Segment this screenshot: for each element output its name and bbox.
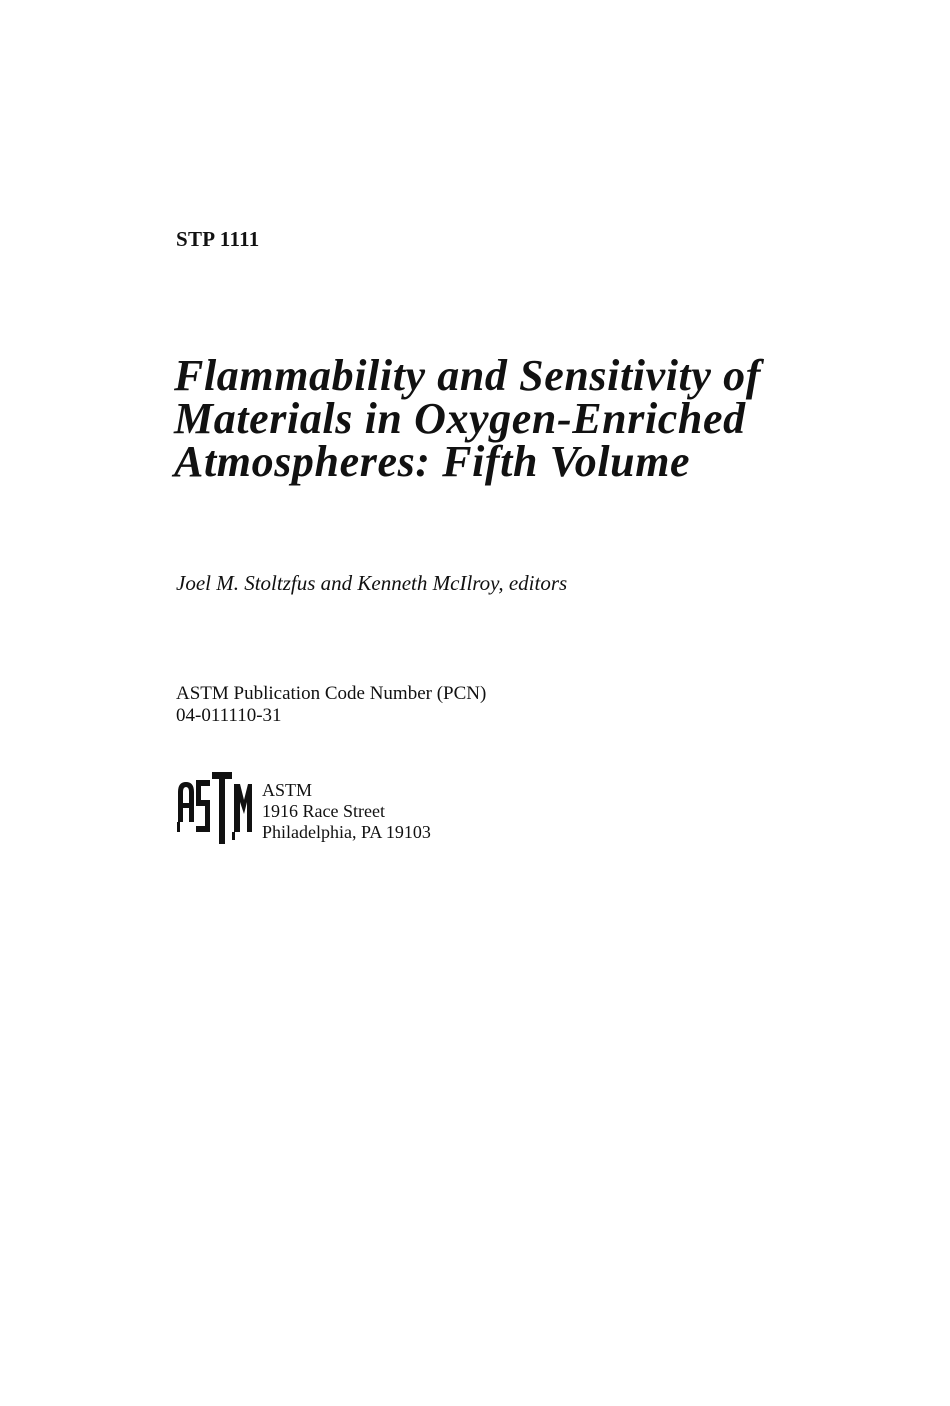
- publisher-address: [262, 780, 431, 843]
- pcn-label: ASTM Publication Code Number (PCN): [176, 683, 487, 704]
- title-line-3: Atmospheres: Fifth Volume: [174, 437, 691, 486]
- title-line-2: Materials in Oxygen-Enriched: [174, 394, 746, 443]
- pcn-number: 04-011110-31: [176, 705, 282, 726]
- book-title: [174, 351, 914, 486]
- astm-logo-icon: [174, 770, 254, 848]
- publisher-name: ASTM: [262, 780, 313, 800]
- title-line-1: Flammability and Sensitivity of: [174, 351, 761, 400]
- publisher-street: 1916 Race Street: [262, 801, 385, 821]
- series-number: STP 1111: [176, 227, 260, 251]
- editors-line: Joel M. Stoltzfus and Kenneth McIlroy, editors: [176, 571, 568, 595]
- publisher-city: Philadelphia, PA 19103: [262, 822, 431, 842]
- publication-code: [176, 683, 486, 727]
